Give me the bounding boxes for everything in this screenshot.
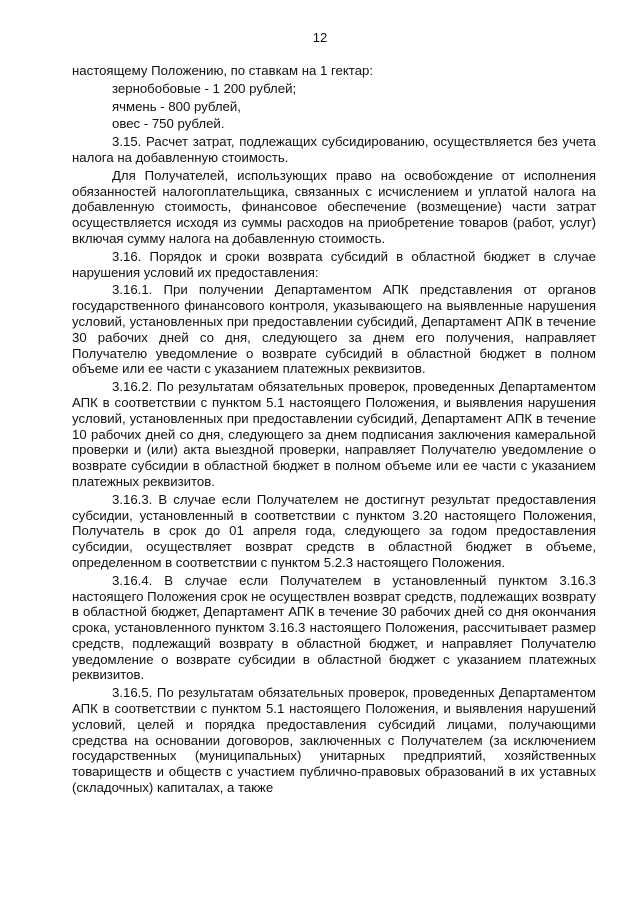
paragraph-3-16-2: 3.16.2. По результатам обязательных проверок, проведенных Департаментом АПК в соответствии с пунктом 5.1 настоящего Положения, и выявления нарушения условий, установленных при предоставлении субсидий, Департамент АПК в течение 10 рабочих дней со дня, следующего за днем подписания заключения камеральной проверки и (или) акта выездной проверки, направляет Получателю уведомление о возврате субсидии в областной бюджет в полном объеме или ее части с указанием платежных реквизитов.	[72, 379, 596, 489]
paragraph-3-15: 3.15. Расчет затрат, подлежащих субсидированию, осуществляется без учета налога на добавленную стоимость.	[72, 134, 596, 165]
paragraph-3-16-4: 3.16.4. В случае если Получателем в установленный пунктом 3.16.3 настоящего Положения срок не осуществлен возврат средств, подлежащих возврату в областной бюджет, Департамент АПК в течение 30 рабочих дней со дня окончания срока, установленного пунктом 3.16.3 настоящего Положения, рассчитывает размер средств, подлежащий возврату в областной бюджет, и направляет Получателю уведомление о возврате субсидии в областной бюджет с указанием платежных реквизитов.	[72, 572, 596, 683]
paragraph-vat-exempt: Для Получателей, использующих право на освобождение от исполнения обязанностей налогоплательщика, связанных с исчислением и уплатой налога на добавленную стоимость, финансовое обеспечение (возмещение) части затрат осуществляется исходя из суммы расходов на приобретение товаров (работ, услуг) включая сумму налога на добавленную стоимость.	[72, 167, 596, 246]
paragraph-3-16-1: 3.16.1. При получении Департаментом АПК представления от органов государственного финансового контроля, указывающего на выявленные нарушения условий, установленных при предоставлении субсидий, Департамент АПК в течение 30 рабочих дней со дня, следующего за днем его получения, направляет Получателю уведомление о возврате субсидий в областной бюджет в полном объеме или ее части с указанием платежных реквизитов.	[72, 282, 596, 377]
paragraph-3-16-5: 3.16.5. По результатам обязательных проверок, проведенных Департаментом АПК в соответствии с пунктом 5.1 настоящего Положения, и выявления нарушений условий, целей и порядка предоставления субсидий лицами, получающими средства на основании договоров, заключенных с Получателем (за исключением государственных (муниципальных) унитарных предприятий, хозяйственных товариществ и обществ с участием публично-правовых образований в их уставных (складочных) капиталах, а также	[72, 685, 596, 796]
rate-item: зернобобовые - 1 200 рублей;	[112, 80, 297, 96]
rates-list	[72, 81, 596, 132]
paragraph-3-16-3: 3.16.3. В случае если Получателем не достигнут результат предоставления субсидии, установленный в соответствии с пунктом 3.20 настоящего Положения, Получатель в срок до 01 апреля года, следующего за годом предоставления субсидии, осуществляет возврат средств в областной бюджет в объеме, определенном в соответствии с пунктом 5.2.3 настоящего Положения.	[72, 491, 596, 570]
rate-item: овес - 750 рублей.	[112, 116, 225, 132]
rate-item: ячмень - 800 рублей,	[112, 98, 241, 114]
page-number: 12	[312, 30, 328, 45]
paragraph-3-16: 3.16. Порядок и сроки возврата субсидий в областной бюджет в случае нарушения условий их предоставления:	[72, 248, 596, 280]
document-body	[72, 63, 596, 796]
intro-line: настоящему Положению, по ставкам на 1 гектар:	[72, 63, 374, 78]
